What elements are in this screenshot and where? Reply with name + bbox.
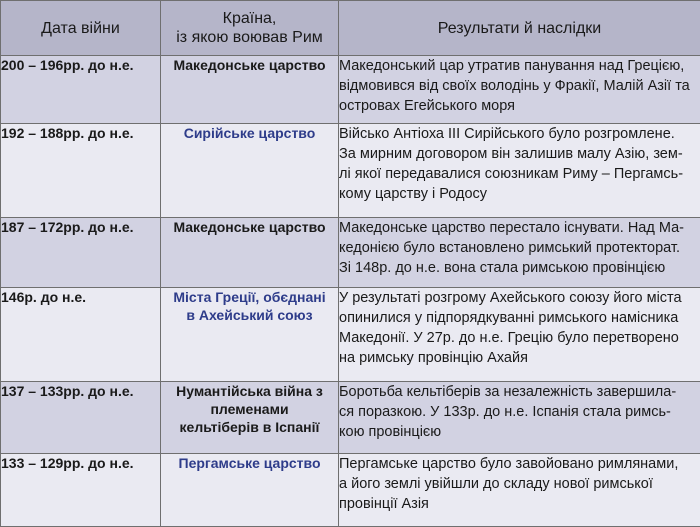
war-date: 200 – 196рр. до н.е. [1,56,161,124]
war-date: 133 – 129рр. до н.е. [1,454,161,527]
table-row [1,124,700,218]
war-country: Македонське царство [161,56,339,124]
war-result: Пергамське царство було завойовано римлянами, а його землі увійшли до складу нової римської провінції Азія [339,454,700,527]
header-country: Країна, із якою воював Рим [161,1,339,56]
war-date: 137 – 133рр. до н.е. [1,382,161,454]
war-result: У результаті розгрому Ахейського союзу його міста опинилися у підпорядкуванні римського намісника Македонії. У 27р. до н.е. Грецію було перетворено на римську провінцію Ахайя [339,288,700,382]
war-date: 146р. до н.е. [1,288,161,382]
war-country: Пергамське царство [161,454,339,527]
war-result: Македонський цар утратив панування над Грецією, відмовився від своїх володінь у Фракії, Малій Азії та островах Егейського моря [339,56,700,124]
table-row [1,454,700,527]
war-result: Боротьба кельтіберів за незалежність завершила- ся поразкою. У 133р. до н.е. Іспанія стала римсь- кою провінцією [339,382,700,454]
war-result: Македонське царство перестало існувати. Над Ма- кедонією було встановлено римський протекторат. Зі 148р. до н.е. вона стала римською провінцією [339,218,700,288]
war-date: 187 – 172рр. до н.е. [1,218,161,288]
table-row [1,382,700,454]
war-date: 192 – 188рр. до н.е. [1,124,161,218]
table-row [1,218,700,288]
header-result: Результати й наслідки [339,1,700,56]
table-row [1,56,700,124]
war-country: Македонське царство [161,218,339,288]
header-row [1,1,700,56]
war-country: Міста Греції, обєднані в Ахейський союз [161,288,339,382]
war-country: Сирійське царство [161,124,339,218]
table-row [1,288,700,382]
header-date: Дата війни [1,1,161,56]
war-country: Нумантійська війна з племенами кельтіберів в Іспанії [161,382,339,454]
war-result: Військо Антіоха III Сирійського було розгромлене. За мирним договором він залишив малу Азію, зем- лі якої передавалися союзникам Риму – Пергамсь- кому царству і Родосу [339,124,700,218]
